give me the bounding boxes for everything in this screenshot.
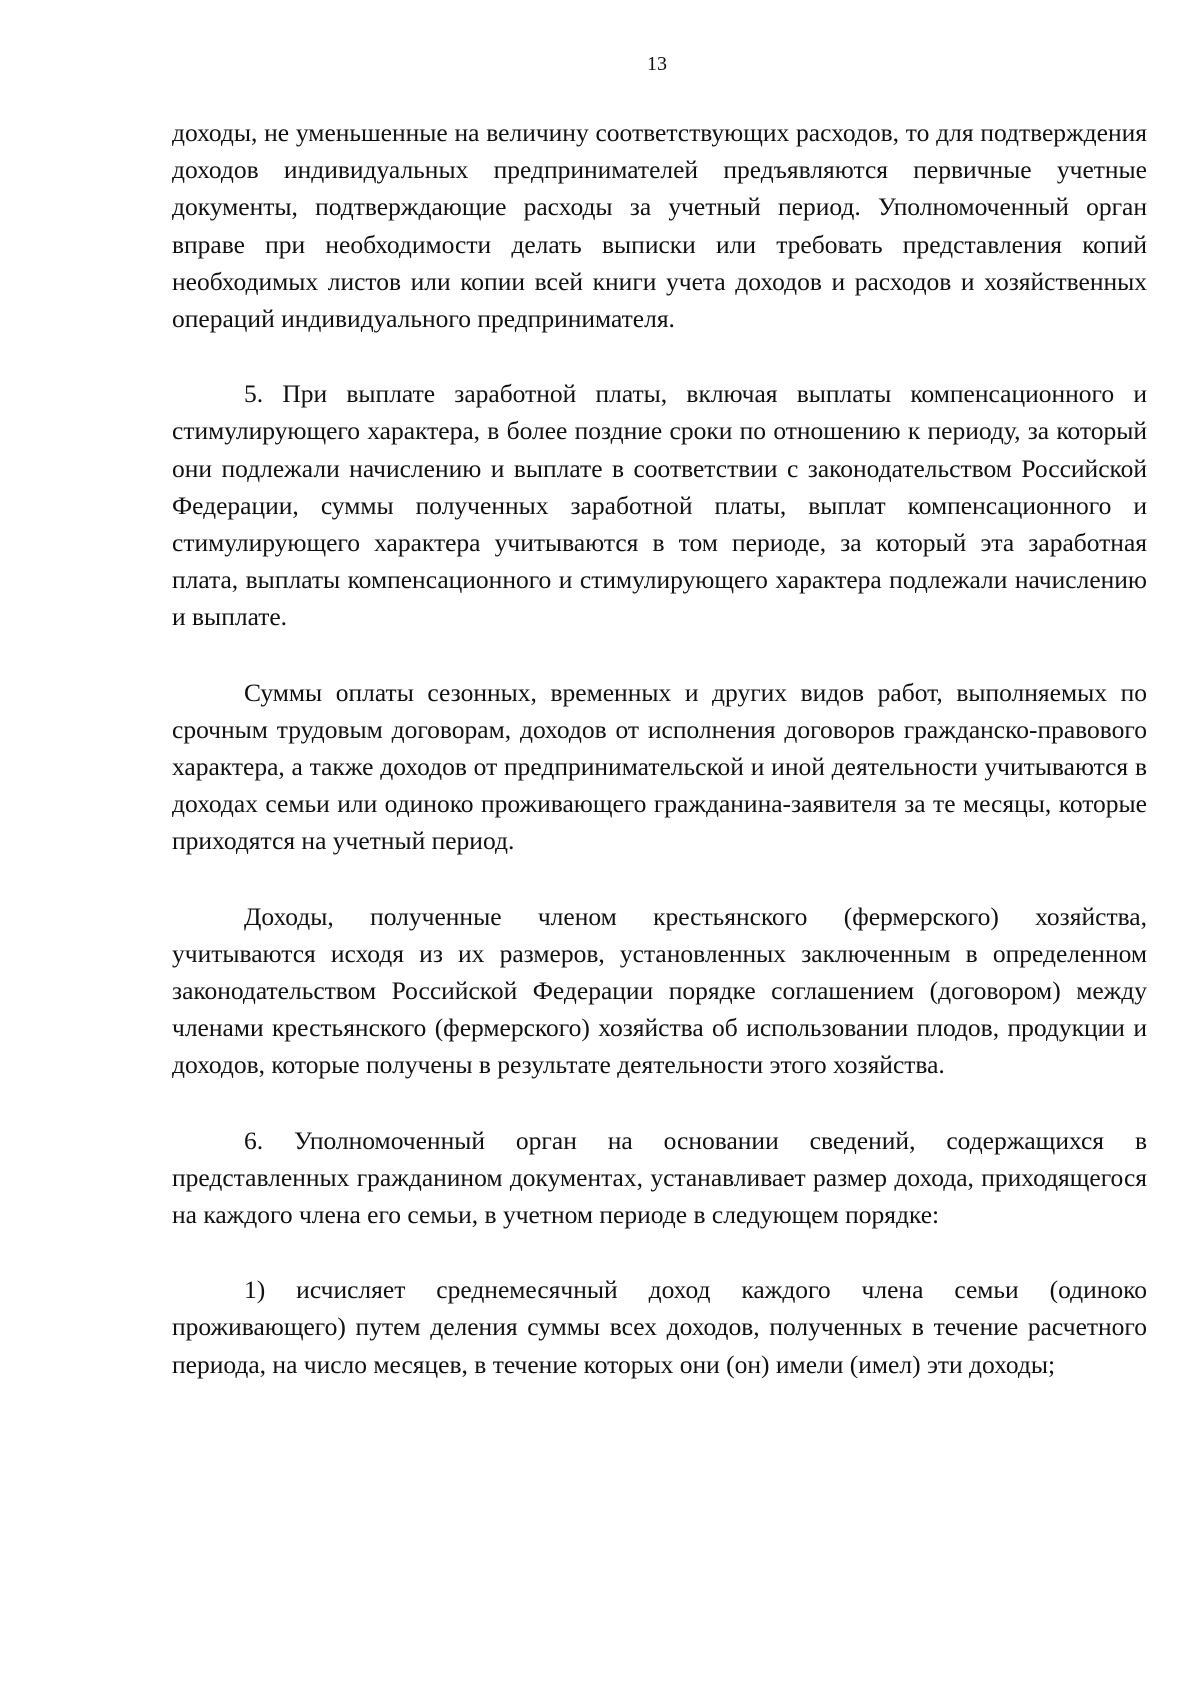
document-body bbox=[172, 114, 1147, 1421]
paragraph-seasonal-work: Суммы оплаты сезонных, временных и других видов работ, выполняемых по срочным трудовым договорам, доходов от исполнения договоров гражданско-правового характера, а также доходов от предпринимательской и иной деятельности учитываются в доходах семьи или одиноко проживающего гражданина-заявителя за те месяцы, которые приходятся на учетный период. bbox=[172, 677, 1147, 856]
paragraph-farm-income: Доходы, полученные членом крестьянского (фермерского) хозяйства, учитываются исходя из их размеров, установленных заключенным в определенном законодательством Российской Федерации порядке соглашением (договором) между членами крестьянского (фермерского) хозяйства об использовании плодов, продукции и доходов, которые получены в результате деятельности этого хозяйства. bbox=[172, 901, 1147, 1080]
paragraph-income-documents: доходы, не уменьшенные на величину соответствующих расходов, то для подтверждения доходов индивидуальных предпринимателей предъявляются первичные учетные документы, подтверждающие расходы за учетный период. Уполномоченный орган вправе при необходимости делать выписки или требовать представления копий необходимых листов или копии всей книги учета доходов и расходов и хозяйственных операций индивидуального предпринимателя. bbox=[172, 118, 1147, 334]
paragraph-salary-payments: 5. При выплате заработной платы, включая выплаты компенсационного и стимулирующего характера, в более поздние сроки по отношению к периоду, за который они подлежали начислению и выплате в соответствии с законодательством Российской Федерации, суммы полученных заработной платы, выплат компенсационного и стимулирующего характера учитываются в том периоде, за который эта заработная плата, выплаты компенсационного и стимулирующего характера подлежали начислению и выплате. bbox=[172, 379, 1147, 632]
paragraph-average-monthly-income: 1) исчисляет среднемесячный доход каждого члена семьи (одиноко проживающего) путем деления суммы всех доходов, полученных в течение расчетного периода, на число месяцев, в течение которых они (он) имели (имел) эти доходы; bbox=[172, 1275, 1147, 1379]
page-number: 13 bbox=[647, 53, 667, 75]
paragraph-income-calculation-order: 6. Уполномоченный орган на основании сведений, содержащихся в представленных гражданином документах, устанавливает размер дохода, приходящегося на каждого члена его семьи, в учетном периоде в следующем порядке: bbox=[172, 1125, 1147, 1230]
